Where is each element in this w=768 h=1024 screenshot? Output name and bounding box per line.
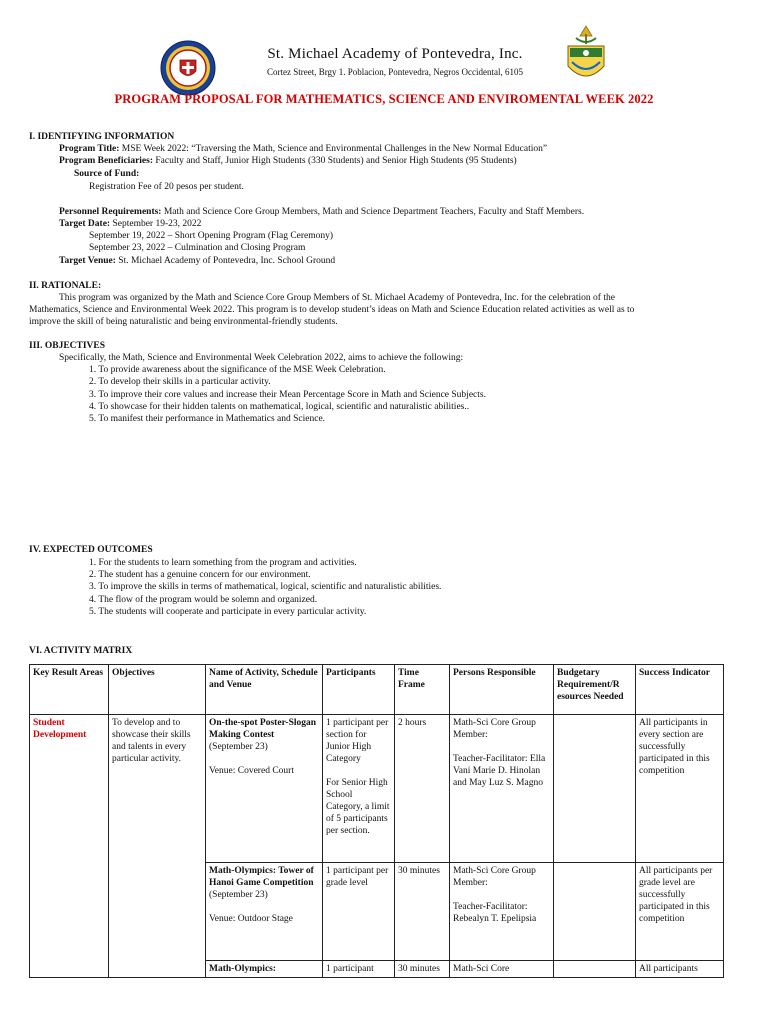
diocese-coat-of-arms-logo [562, 24, 610, 88]
column-header: Success Indicator [636, 665, 724, 715]
personnel-value: Math and Science Core Group Members, Math and Science Department Teachers, Faculty and Staff Members. [161, 207, 585, 217]
activity-matrix-table [29, 664, 724, 978]
persons-cell: Math-Sci Core [450, 961, 554, 978]
activity-cell [206, 961, 323, 978]
persons-text: Teacher-Facilitator: Ella Vani Marie D. Hinolan and May Luz S. Magno [453, 754, 546, 788]
target-venue-value: St. Michael Academy of Pontevedra, Inc. School Ground [115, 256, 336, 266]
budget-cell [554, 863, 636, 961]
program-title-value: MSE Week 2022: “Traversing the Math, Science and Environmental Challenges in the New Normal Education” [119, 144, 548, 154]
column-header: Time Frame [395, 665, 450, 715]
column-header: Objectives [109, 665, 206, 715]
participants-cell: 1 participant per grade level [323, 863, 395, 961]
outcome-item: 1. For the students to learn something from the program and activities. [89, 558, 357, 568]
target-venue-label: Target Venue: [59, 256, 116, 266]
activity-name: Math-Olympics: Tower of Hanoi Game Competition [209, 866, 314, 888]
program-title-label: Program Title: [59, 144, 120, 154]
school-seal-logo [160, 40, 216, 96]
target-venue-line [59, 255, 335, 267]
objective-cell: To develop and to showcase their skills and talents in every particular activity. [109, 715, 206, 978]
activity-venue: Venue: Covered Court [209, 766, 294, 776]
objective-item: 4. To showcase for their hidden talents on mathematical, logical, scientific and naturalistic abilities.. [89, 402, 470, 412]
objective-item: 2. To develop their skills in a particular activity. [89, 377, 271, 387]
rationale-line-3: improve the skill of being naturalistic and being environmental-friendly students. [29, 317, 338, 327]
column-header: Name of Activity, Schedule and Venue [206, 665, 323, 715]
budget-cell [554, 715, 636, 863]
objective-item: 3. To improve their core values and increase their Mean Percentage Score in Math and Science Subjects. [89, 390, 486, 400]
activity-cell [206, 715, 323, 863]
outcome-item: 5. The students will cooperate and participate in every particular activity. [89, 607, 367, 617]
indicator-cell: All participants [636, 961, 724, 978]
outcome-item: 4. The flow of the program would be solemn and organized. [89, 595, 318, 605]
beneficiaries-value: Faculty and Staff, Junior High Students (330 Students) and Senior High Students (95 Students) [153, 156, 517, 166]
outcome-item: 3. To improve the skills in terms of mathematical, logical, scientific and naturalistic abilities. [89, 582, 442, 592]
rationale-line-1: This program was organized by the Math and Science Core Group Members of St. Michael Academy of Pontevedra, Inc. for the celebration of the [59, 293, 615, 303]
identifying-heading: I. IDENTIFYING INFORMATION [29, 132, 175, 142]
activity-venue: Venue: Outdoor Stage [209, 914, 293, 924]
column-header: Persons Responsible [450, 665, 554, 715]
participants-text: 1 participant per section for Junior High Category [326, 718, 389, 764]
objective-item: 5. To manifest their performance in Mathematics and Science. [89, 414, 326, 424]
rationale-line-2: Mathematics, Science and Environmental Week 2022. This program is to develop student’s ideas on Math and Science Education related activities as well as to [29, 305, 635, 315]
target-date-label: Target Date: [59, 219, 111, 229]
persons-text: Math-Sci Core Group Member: [453, 866, 536, 888]
outcome-item: 2. The student has a genuine concern for our environment. [89, 570, 311, 580]
matrix-header-row [30, 665, 724, 715]
program-title-line [59, 143, 547, 155]
target-date-line [59, 218, 201, 230]
activity-date: (September 23) [209, 890, 268, 900]
time-frame-cell: 30 minutes [395, 863, 450, 961]
proposal-title: PROGRAM PROPOSAL FOR MATHEMATICS, SCIENCE AND ENVIROMENTAL WEEK 2022 [114, 92, 654, 106]
indicator-cell: All participants in every section are successfully participated in this competition [636, 715, 724, 863]
source-of-fund-value: Registration Fee of 20 pesos per student. [89, 182, 244, 192]
participants-text: For Senior High School Category, a limit of 5 participants per section. [326, 778, 390, 836]
column-header: Key Result Areas [30, 665, 109, 715]
indicator-cell: All participants per grade level are successfully participated in this competition [636, 863, 724, 961]
time-frame-cell: 2 hours [395, 715, 450, 863]
activity-cell [206, 863, 323, 961]
column-header: Budgetary Requirement/R esources Needed [554, 665, 636, 715]
personnel-label: Personnel Requirements: [59, 207, 162, 217]
participants-cell [323, 715, 395, 863]
activity-name: On-the-spot Poster-Slogan Making Contest [209, 718, 317, 740]
date-line-2: September 23, 2022 – Culmination and Closing Program [89, 243, 306, 253]
source-of-fund-label: Source of Fund: [74, 169, 140, 179]
budget-cell [554, 961, 636, 978]
kra-text: Student Development [33, 718, 87, 740]
column-header: Participants [323, 665, 395, 715]
beneficiaries-label: Program Beneficiaries: [59, 156, 153, 166]
persons-cell [450, 863, 554, 961]
persons-text: Teacher-Facilitator: Rebealyn T. Epelipsia [453, 902, 537, 924]
activity-date: (September 23) [209, 742, 268, 752]
date-line-1: September 19, 2022 – Short Opening Program (Flag Ceremony) [89, 231, 334, 241]
kra-cell [30, 715, 109, 978]
outcomes-heading: IV. EXPECTED OUTCOMES [29, 545, 153, 555]
time-frame-cell: 30 minutes [395, 961, 450, 978]
persons-text: Math-Sci Core Group Member: [453, 718, 536, 740]
school-name: St. Michael Academy of Pontevedra, Inc. [267, 46, 523, 62]
table-row [30, 715, 724, 863]
objective-item: 1. To provide awareness about the significance of the MSE Week Celebration. [89, 365, 386, 375]
persons-cell [450, 715, 554, 863]
objectives-intro: Specifically, the Math, Science and Environmental Week Celebration 2022, aims to achieve the following: [59, 353, 464, 363]
personnel-line [59, 206, 584, 218]
objectives-heading: III. OBJECTIVES [29, 341, 106, 351]
school-address: Cortez Street, Brgy 1. Poblacion, Pontevedra, Negros Occidental, 6105 [266, 67, 524, 77]
beneficiaries-line [59, 155, 517, 167]
rationale-heading: II. RATIONALE: [29, 281, 102, 291]
activity-name: Math-Olympics: [209, 964, 277, 974]
participants-cell: 1 participant [323, 961, 395, 978]
target-date-value: September 19-23, 2022 [110, 219, 202, 229]
matrix-heading: VI. ACTIVITY MATRIX [29, 646, 133, 656]
